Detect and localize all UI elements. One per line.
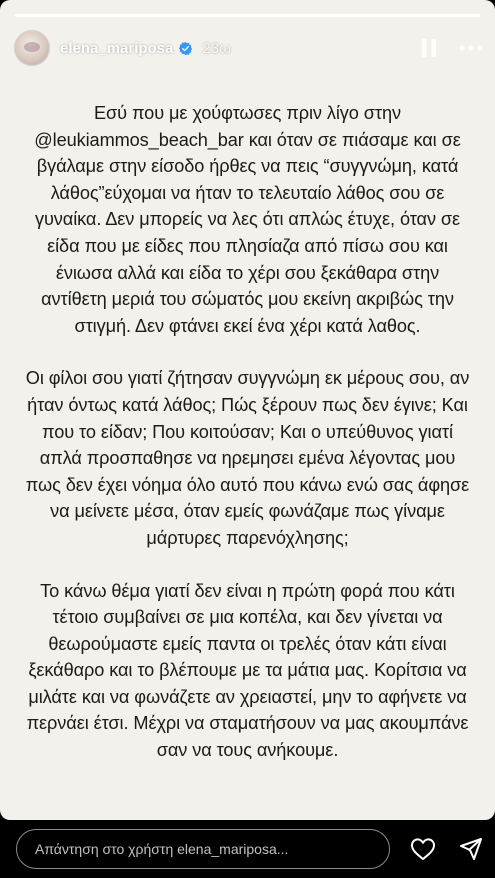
story-text <box>22 100 473 790</box>
heart-outline-icon <box>410 837 436 861</box>
pause-icon <box>420 38 438 58</box>
story-paragraph-3: Το κάνω θέμα γιατί δεν είναι η πρώτη φορά που κάτι τέτοιο συμβαίνει σε μια κοπέλα, και δεν γίνεται να θεωρούμαστε εμείς παντα οι τρελές όταν κάτι είναι ξεκάθαρο και το βλέπουμε με τα μάτια μας. Κορίτσια να μιλάτε και να φωνάζετε αν χρειαστεί, μην το αφήνετε να περνάει έτσι. Μέχρι να σταματήσουν να μας ακουμπάνε σαν να τους ανήκουμε. <box>26 580 469 761</box>
story-paragraph-1 <box>22 100 473 339</box>
story-progress-bar <box>14 14 481 17</box>
story-progress-fill <box>14 14 481 17</box>
reply-input[interactable] <box>16 829 390 869</box>
pause-button[interactable] <box>415 34 443 62</box>
story-text-continuation: και όταν σε πιάσαμε και σε βγάλαμε στην είσοδο ήρθες να πεις “συγγνώμη, κατά λάθος”εύχομαι να ήταν το τελευταίο λάθος σου σε γυναίκα. Δεν μπορείς να λες ότι απλώς έτυχε, όταν σε είδα που με είδες που πλησίαζα από πίσω σου και ένιωσα αλλά και είδα το χέρι σου ξεκάθαρα στην αντίθετη μεριά του σώματός μου εκείνη ακριβώς την στιγμή. Δεν φτάνει εκεί ένα χέρι κατά λαθος. <box>34 129 461 336</box>
username[interactable]: elena_mariposa <box>60 39 174 57</box>
more-options-button[interactable] <box>457 34 485 62</box>
avatar[interactable] <box>14 30 50 66</box>
send-button[interactable] <box>456 834 486 864</box>
story-header <box>14 30 485 66</box>
more-horizontal-icon <box>459 45 483 51</box>
like-button[interactable] <box>408 834 438 864</box>
mention-link[interactable]: @leukiammos_beach_bar <box>34 129 244 150</box>
story-footer <box>0 820 495 878</box>
post-time: 23ω <box>202 39 231 57</box>
send-paper-plane-icon <box>459 837 483 861</box>
story-paragraph-2: Οι φίλοι σου γιατί ζήτησαν συγγνώμη εκ μέρους σου, αν ήταν όντως κατά λάθος; Πώς ξέρουν πως δεν έγινε; Και που το είδαν; Που κοιτούσαν; Και ο υπεύθυνος γιατί απλά προσπαθησε να ηρεμησει εμένα λέγοντας μου πως δεν έχει νόημα όλο αυτό που κάνω ενώ σας άφησε να μείνετε μέσα, όταν εμείς φωνάζαμε πως γίναμε μάρτυρες παρενόχλησης; <box>25 368 470 548</box>
verified-badge-icon <box>178 41 193 56</box>
story-text-line: Εσύ που με χούφτωσες πριν λίγο στην <box>94 103 401 123</box>
